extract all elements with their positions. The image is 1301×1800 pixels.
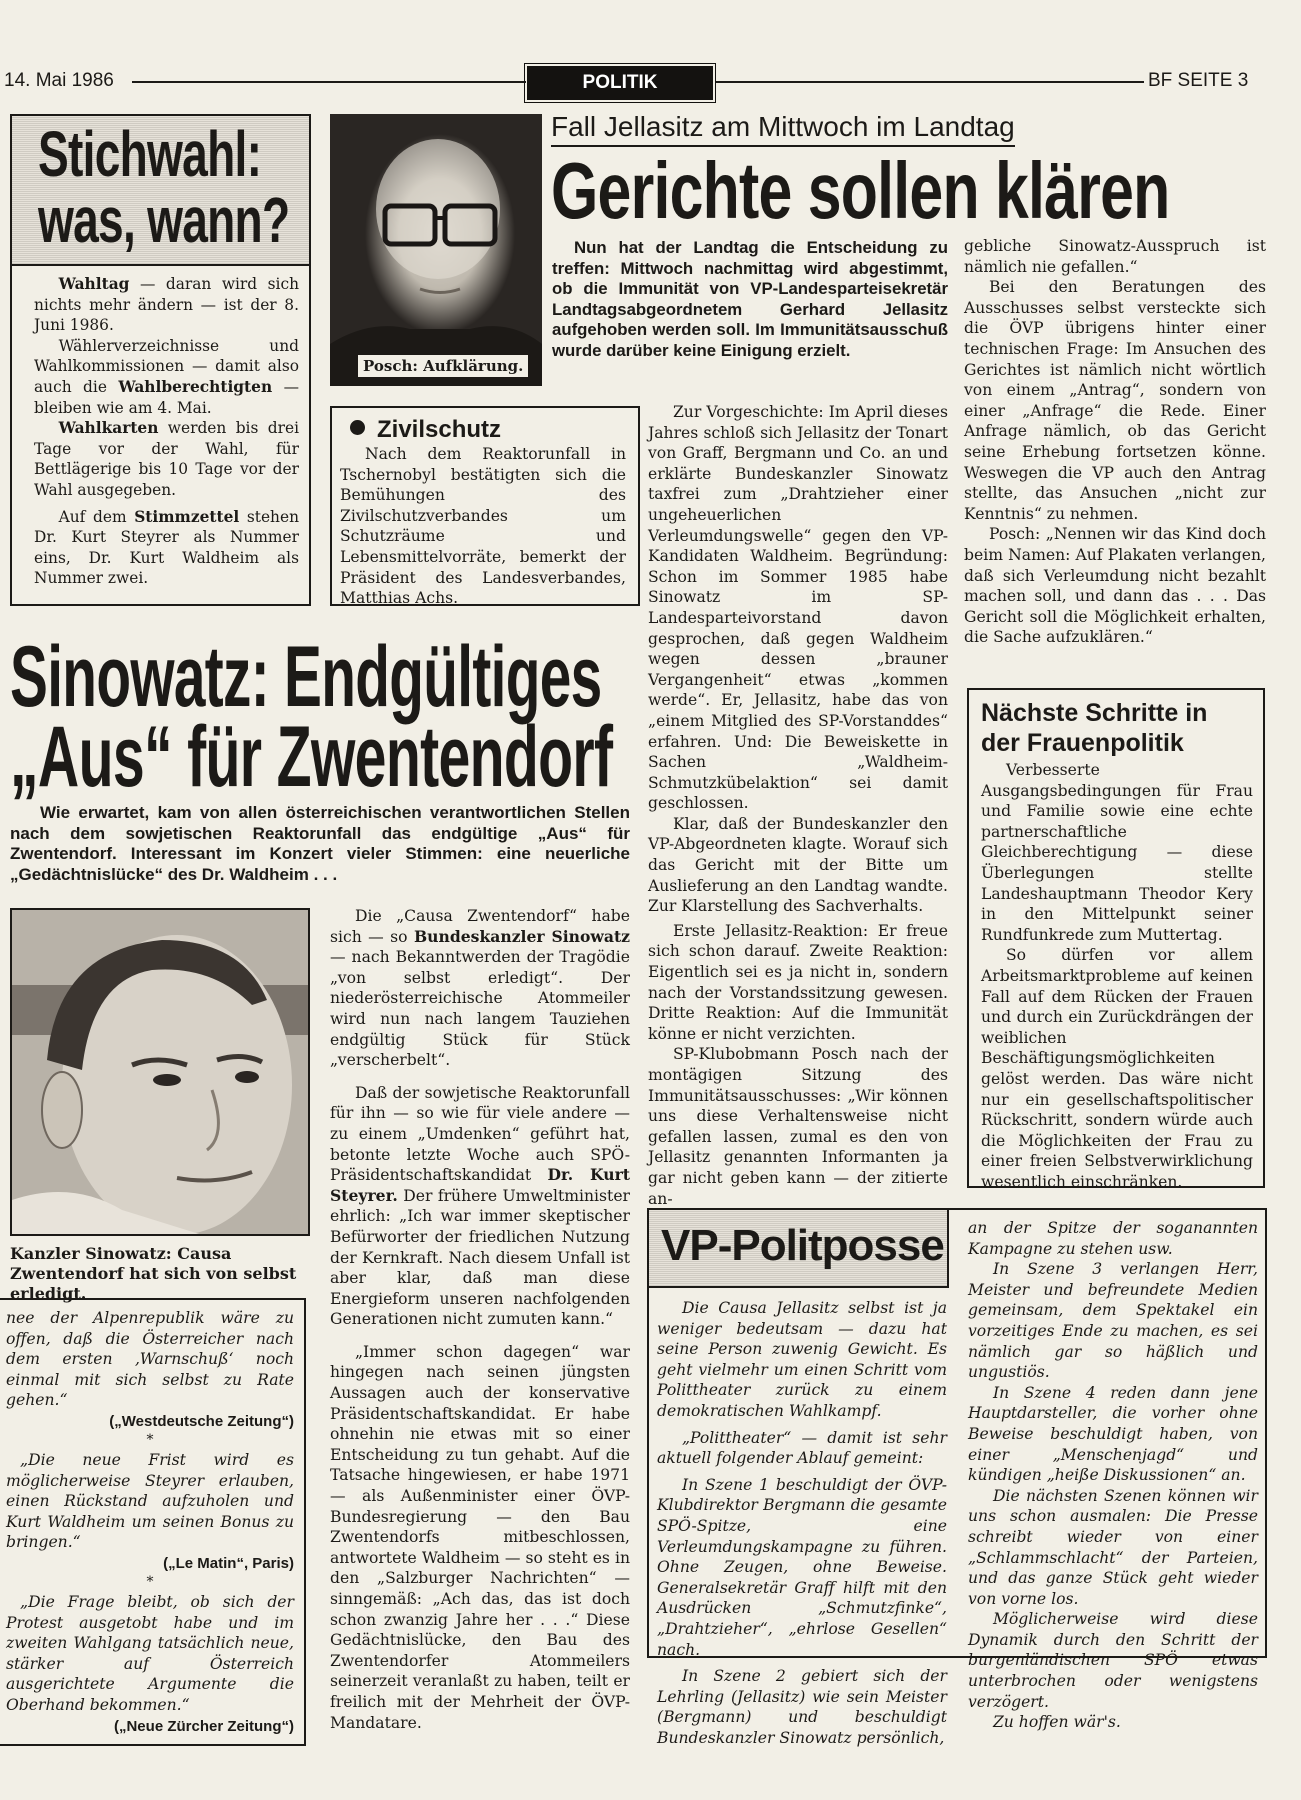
portrait-sinowatz-icon	[12, 910, 310, 1236]
politposse-col2-p4: Die nächsten Szenen können wir uns schon ausmalen: Die Presse schreibt wieder von einer „Schlammschlacht“ der Parteien, und das ganze Stück geht wieder von vorne los.	[968, 1486, 1258, 1608]
section-label-text: POLITIK	[582, 72, 658, 93]
zwentendorf-p2-bold: Dr. Kurt Steyrer.	[330, 1165, 630, 1205]
stichwahl-title-line1: Stichwahl:	[38, 118, 262, 190]
politposse-title: VP-Politposse	[661, 1221, 944, 1270]
politposse-col1-p3: In Szene 1 beschuldigt der ÖVP-Klubdirektor Bergmann die gesamte SPÖ-Spitze, eine Verleumdungskampagne zu führen. Ohne Zeugen, ohne Beweise. Generalsekretär Graff hilft mit den Ausdrücken „Schmutzfinke“, „Drahtzieher“, „ehrlose Gesellen“ nach.	[657, 1475, 947, 1659]
zwentendorf-body	[330, 906, 630, 1733]
masthead-rule-right	[716, 81, 1144, 83]
press-source-3: („Neue Zürcher Zeitung“)	[113, 1717, 294, 1735]
politposse-col2	[968, 1218, 1258, 1733]
zwentendorf-headline-1: Sinowatz: Endgültiges	[10, 629, 602, 725]
zwentendorf-p3: „Immer schon dagegen“ war hingegen nach seinen jüngsten Aussagen auch der konservative Präsidentschaftskandidat. Er habe ohnehin nie etwas mit so einer Entscheidung zu tun gehabt. Auf die Tatsache hingewiesen, er habe 1971 — als Außenminister einer ÖVP-Bundesregierung — den Bau Zwentendorfs mitbeschlossen, antwortete Waldheim — so steht es in den „Salzburger Nachrichten“ — sinngemäß: „Ach das, das ist doch schon zwanzig Jahre her . . .“ Diese Gedächtnislücke, den Bau des Zwentendorfer Atommeilers seinerzeit veranlaßt zu haben, teilt er freilich mit der Mehrheit der ÖVP-Mandatare.	[330, 1342, 630, 1732]
politposse-col2-p1: an der Spitze der soganannten Kampagne zu stehen usw.	[968, 1219, 1258, 1258]
jellasitz-col2-p2: Bei den Beratungen des Ausschusses selbst versteckte sich die ÖVP übrigens hinter einer technischen Frage: Im Ansuchen des Gerichtes ist nämlich nicht wörtlich von einem „Antrag“, sondern von einer „Anfrage“ die Rede. Einer Anfrage nämlich, ob das Gericht seine Erhebung fortsetzen könne. Weswegen die VP auch den Antrag stellte, das Ansuchen „nicht zur Kenntnis“ zu nehmen.	[964, 278, 1266, 523]
politposse-col1-p4: In Szene 2 gebiert sich der Lehrling (Jellasitz) wie sein Meister (Bergmann) und beschuldigt Bundeskanzler Sinowatz persönlich,	[657, 1667, 947, 1747]
masthead-date: 14. Mai 1986	[4, 70, 114, 91]
jellasitz-col1	[648, 402, 948, 1209]
jellasitz-col2-p3: Posch: „Nennen wir das Kind doch beim Namen: Auf Plakaten verlangen, daß sich Verleumdung nicht bezahlt machen soll, und dann das . . . Das Gericht soll die Möglichkeit erhalten, die Sache aufzuklären.“	[964, 525, 1266, 647]
separator-asterisk-icon: *	[146, 1573, 154, 1590]
stichwahl-p4-pre: Auf dem	[58, 507, 135, 526]
stichwahl-p3-bold: Wahlkarten	[58, 419, 159, 438]
zwentendorf-p2	[330, 1083, 630, 1330]
sinowatz-photo	[10, 908, 310, 1236]
stichwahl-p1-text: — daran wird sich nichts mehr ändern — ist der 8. Juni 1986.	[34, 275, 299, 335]
jellasitz-col1-p1: Zur Vorgeschichte: Im April dieses Jahres schloß sich Jellasitz der Tonart von Graff, Bergmann und Co. an und erklärte Bundeskanzler Sinowatz taxfrei zum „Drahtzieher einer ungeheuerlichen Verleumdungswelle“ gegen den VP-Kandidaten Waldheim. Begründung: Schon im Sommer 1985 habe Sinowatz im SP-Landesparteivorstand davon gesprochen, daß gegen Waldheim wegen dessen „brauner Vergangenheit“ etwas „kommen werde“. Er, Jellasitz, habe das von „einem Mitglied des SP-Vorstanddes“ erfahren. Und: Die Beweiskette in Sachen „Waldheim-Schmutzkübelaktion“ sei damit geschlossen.	[648, 403, 948, 813]
stichwahl-p4-bold: Stimmzettel	[134, 507, 240, 526]
politposse-col2-p3: In Szene 4 reden dann jene Hauptdarsteller, die vorher ohne Beweise beschuldigt haben, von einer „Menschenjagd“ und kündigen „heiße Diskussionen“ an.	[968, 1383, 1258, 1485]
stichwahl-body	[12, 266, 309, 589]
zwentendorf-p1-post: — nach Bekanntwerden der Tragödie „von selbst erledigt“. Der niederösterreichische Atommeiler wird nun nach langem Tauziehen endgültig Stück für Stück „verscherbelt“.	[330, 948, 630, 1070]
posch-caption: Posch: Aufklärung.	[358, 355, 528, 377]
frauenpolitik-box	[967, 688, 1265, 1191]
zwentendorf-p2-post: Der frühere Umweltminister ehrlich: „Ich war immer skeptischer Befürworter der friedlichen Nutzung der Kernkraft. Nach diesem Unfall ist aber klar, daß man diese Energieform unseren nachfolgenden Generationen nicht zumuten kann.“	[330, 1186, 630, 1329]
press-quotes-box	[0, 1298, 306, 1746]
politposse-col2-p6: Zu hoffen wär's.	[992, 1713, 1121, 1732]
jellasitz-col1-p3: Erste Jellasitz-Reaktion: Er freue sich schon darauf. Zweite Reaktion: Eigentlich sei es ja nicht in, sondern nach der Vorstandssitzung gewesen. Dritte Reaktion: Auf die Immunität könne er nicht verzichten.	[648, 921, 948, 1043]
bullet-icon	[350, 420, 365, 435]
press-source-2: („Le Matin“, Paris)	[163, 1554, 294, 1572]
politposse-col1-p2: „Polittheater“ — damit ist sehr aktuell folgender Ablauf gemeint:	[657, 1428, 947, 1468]
stichwahl-p4-post: stehen Dr. Kurt Steyrer als Nummer eins, Dr. Kurt Waldheim als Nummer zwei.	[34, 507, 299, 588]
zivilschutz-title: Zivilschutz	[377, 416, 502, 443]
politposse-col2-p5: Möglicherweise wird diese Dynamik durch den Schritt der burgenländischen SPÖ etwas unterbrochen oder wenigstens verzögert.	[968, 1610, 1258, 1711]
politposse-col2-p2: In Szene 3 verlangen Herr, Meister und befreundete Medien gemeinsam, dem Spektakel ein vorzeitiges Ende zu machen, es sei nämlich gar so häßlich und ungustiös.	[968, 1260, 1258, 1382]
politposse-col1-p1: Die Causa Jellasitz selbst ist ja weniger bedeutsam — dazu hat seine Person zuwenig Gewicht. Es geht vielmehr um einen Schritt vom Polittheater zurück zu einem demokratischen Wahlkampf.	[657, 1299, 947, 1420]
frauenpolitik-title: Nächste Schritte in der Frauenpolitik	[981, 699, 1208, 757]
jellasitz-col2-p1: gebliche Sinowatz-Ausspruch ist nämlich nie gefallen.“	[964, 237, 1266, 276]
separator-asterisk-icon: *	[146, 1431, 154, 1448]
zivilschutz-heading	[350, 416, 626, 444]
frauenpolitik-p1: Verbesserte Ausgangsbedingungen für Frau und Familie sowie eine echte partnerschaftliche Gleichberechtigung — diese Überlegungen stellte Landeshauptmann Theodor Kery in den Mittelpunkt seiner Rundfunkrede zum Muttertag.	[981, 761, 1253, 944]
jellasitz-col1-p2: Klar, daß der Bundeskanzler den VP-Abgeordneten klagte. Worauf sich das Gericht mit der Bitte um Auslieferung an den Landtag wandte. Zur Klarstellung des Sachverhalts.	[648, 814, 948, 916]
stichwahl-p3-text: werden bis drei Tage vor der Wahl, für Bettlägerige bis 10 Tage vor der Wahl ausgegeben.	[34, 419, 299, 499]
stichwahl-p3	[34, 418, 299, 500]
zwentendorf-lead-text: Wie erwartet, kam von allen österreichischen verantwortlichen Stellen nach dem sowjetischen Reaktorunfall das endgültige „Aus“ für Zwentendorf. Interessant im Konzert vieler Stimmen: eine neuerliche „Gedächtnislücke“ des Dr. Waldheim . . .	[10, 803, 630, 884]
press-quote-1: nee der Alpenrepublik wäre zu offen, daß die Österreicher nach dem ersten ‚Warnschuß‘ noch einmal mit sich selbst zu Rate gehen.“	[6, 1309, 294, 1410]
frauenpolitik-p2: So dürfen vor allem Arbeitsmarktprobleme auf keinen Fall auf dem Rücken der Frauen und durch ein Zurückdrängen der weiblichen Beschäftigungsmöglichkeiten gelöst werden. Das wäre nicht nur ein gesellschaftspolitischer Rückschritt, sondern würde auch die Möglichkeiten der Frau zu einer freien Selbstverwirklichung wesentlich einschränken.	[981, 946, 1253, 1191]
sinowatz-caption: Kanzler Sinowatz: Causa Zwentendorf hat sich von selbst erledigt.	[10, 1244, 297, 1303]
jellasitz-col1-p4: SP-Klubobmann Posch nach der montägigen Sitzung des Immunitätsausschusses: „Wir können uns diese Verhaltensweise nicht gefallen lassen, zumal es den von Jellasitz genannten Informanten ja gar nicht geben kann — der zitierte an-	[648, 1045, 948, 1208]
jellasitz-col2	[964, 236, 1266, 648]
stichwahl-p2	[34, 336, 299, 418]
press-source-1: („Westdeutsche Zeitung“)	[109, 1412, 294, 1430]
stichwahl-p2-bold: Wahlberechtigten	[118, 377, 273, 396]
zivilschutz-text: Nach dem Reaktorunfall in Tschernobyl bestätigten sich die Bemühungen des Zivilschutzverbandes um Schutzräume und Lebensmittelvorräte, bemerkt der Präsident des Landesverbandes, Matthias Achs.	[340, 445, 626, 608]
stichwahl-box	[10, 114, 311, 606]
zivilschutz-box	[330, 406, 640, 606]
stichwahl-p1	[34, 274, 299, 336]
section-label	[527, 66, 713, 100]
stichwahl-title-block	[12, 116, 309, 266]
politposse-col1	[657, 1298, 947, 1748]
press-quote-3: „Die Frage bleibt, ob sich der Protest ausgetobt habe und im zweiten Wahlgang tatsächlich neue, stärker auf Österreich ausgerichtete Argumente die Oberhand bekommen.“	[6, 1592, 294, 1714]
zwentendorf-p1	[330, 906, 630, 1071]
stichwahl-p2-post: — bleiben wie am 4. Mai.	[34, 377, 299, 417]
posch-photo	[330, 114, 542, 386]
page-number: BF SEITE 3	[1148, 70, 1249, 91]
press-quote-2: „Die neue Frist wird es möglicherweise Steyrer erlauben, einen Rückstand aufzuholen und Kurt Waldheim um seinen Bonus zu bringen.“	[6, 1450, 294, 1552]
zwentendorf-p1-bold: Bundeskanzler Sinowatz	[413, 926, 630, 946]
masthead-rule-left	[132, 81, 526, 83]
portrait-glasses-icon	[330, 114, 542, 386]
jellasitz-lead-text: Nun hat der Landtag die Entscheidung zu treffen: Mittwoch nachmittag wird abgestimmt, ob die Immunität von VP-Landesparteisekretär Landtagsabgeordnetem Gerhard Jellasitz aufgehoben werden soll. Im Immunitätsausschuß wurde darüber keine Einigung erzielt.	[552, 238, 948, 360]
zwentendorf-lead	[10, 803, 630, 885]
jellasitz-headline: Gerichte sollen klären	[551, 146, 1170, 235]
zwentendorf-p1-pre: Die „Causa Zwentendorf“ habe sich — so	[330, 907, 630, 946]
stichwahl-p4	[34, 507, 299, 589]
jellasitz-lead	[552, 238, 948, 362]
zwentendorf-p2-pre: Daß der sowjetische Reaktorunfall für ihn — so wie für viele andere — zu einem „Umdenken“ geführt hat, betonte letzte Woche auch SPÖ-Präsidentschaftskandidat	[330, 1083, 630, 1185]
stichwahl-p1-bold: Wahltag	[58, 275, 130, 293]
stichwahl-p2-pre: Wählerverzeichnisse und Wahlkommissionen — damit also auch die	[34, 336, 299, 396]
zwentendorf-headline-2: „Aus“ für Zwentendorf	[10, 709, 613, 805]
jellasitz-kicker: Fall Jellasitz am Mittwoch im Landtag	[551, 110, 1015, 147]
stichwahl-title-line2: was, wann?	[38, 184, 290, 256]
politposse-title-block	[647, 1208, 949, 1288]
